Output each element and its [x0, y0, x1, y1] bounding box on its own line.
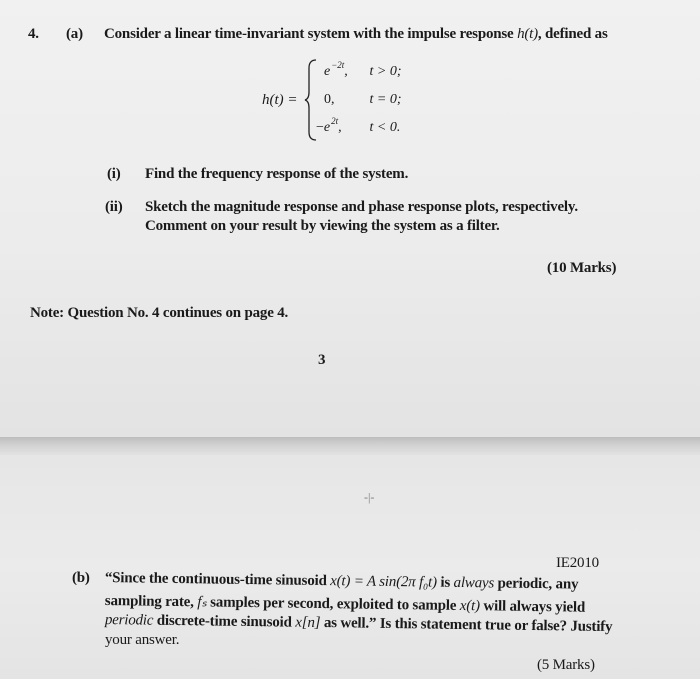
page-gap — [0, 437, 700, 455]
part-b-line-1: “Since the continuous-time sinusoid x(t) = A sin(2π f₀t) is always periodic, any — [104, 570, 579, 593]
course-code: IE2010 — [556, 555, 599, 571]
sub-i-label: (i) — [107, 166, 121, 182]
piecewise-case-2: 0, t = 0; — [324, 92, 402, 107]
part-a-intro-text: Consider a linear time-invariant system with the impulse response — [104, 26, 514, 42]
sinusoid-expression: x(t) = A sin(2π f₀t) — [330, 573, 437, 591]
part-b-line-4: your answer. — [105, 632, 180, 648]
case-1-condition: t > 0; — [369, 64, 402, 79]
part-a-marks: (10 Marks) — [547, 260, 617, 276]
part-b-marks: (5 Marks) — [537, 657, 595, 673]
continuation-note: Note: Question No. 4 continues on page 4. — [30, 305, 289, 321]
part-a-label: (a) — [66, 26, 83, 42]
exam-page-4 — [0, 455, 700, 679]
piecewise-lhs: h(t) = — [262, 92, 298, 108]
crosshair-mark: -|- — [364, 490, 375, 504]
page-number: 3 — [318, 352, 326, 368]
impulse-response-symbol: h(t) — [517, 26, 538, 42]
sub-ii-line2: Comment on your result by viewing the system as a filter. — [145, 218, 500, 234]
part-b-label: (b) — [72, 570, 90, 586]
sub-ii-label: (ii) — [105, 199, 123, 215]
sub-i-text: Find the frequency response of the system. — [145, 166, 409, 182]
case-2-condition: t = 0; — [369, 92, 402, 107]
part-a-intro-end: , defined as — [537, 26, 608, 42]
question-number: 4. — [28, 26, 39, 42]
sub-ii-line1: Sketch the magnitude response and phase response plots, respectively. — [145, 199, 578, 215]
part-a-intro — [104, 26, 608, 43]
case-3-condition: t < 0. — [369, 120, 401, 135]
part-b-line-3: periodic discrete-time sinusoid x[n] as well.” Is this statement true or false? Justify — [104, 612, 613, 636]
piecewise-case-1: $e^{-2t}$, t > 0; — [324, 60, 402, 79]
piecewise-case-3: $-e^{2t}$, t < 0. — [316, 116, 401, 135]
part-b-line-2: sampling rate, fₛ samples per second, exploited to sample x(t) will always yield — [104, 592, 586, 616]
